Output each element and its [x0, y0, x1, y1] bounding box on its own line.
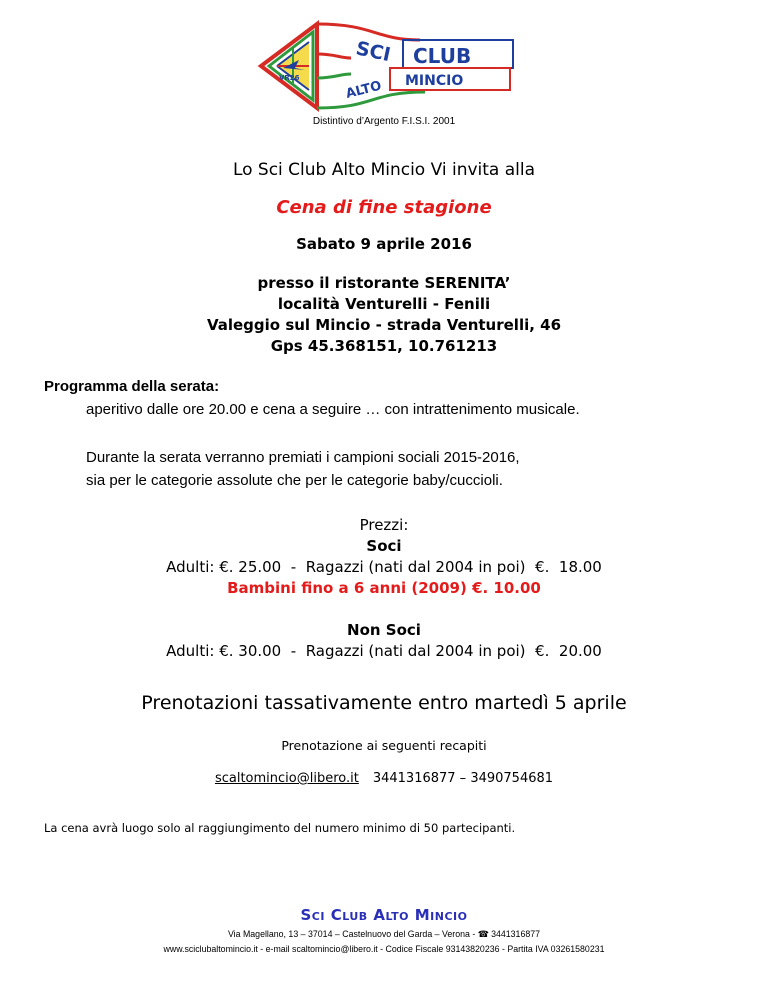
svg-text:ALTO: ALTO — [344, 78, 384, 102]
non-members-label: Non Soci — [347, 621, 421, 639]
program-line-categories: sia per le categorie assolute che per le categorie baby/cuccioli. — [86, 472, 503, 489]
booking-deadline: Prenotazioni tassativamente entro martedì 5 aprile — [141, 692, 627, 714]
footer-details: www.sciclubaltomincio.it - e-mail scaltomincio@libero.it - Codice Fiscale 93143820236 - Partita IVA 03261580231 — [163, 944, 605, 954]
members-label: Soci — [366, 537, 402, 555]
invite-line: Lo Sci Club Alto Mincio Vi invita alla — [232, 160, 536, 180]
prices-block — [0, 515, 768, 662]
program-line-awards: Durante la serata verranno premiati i campioni sociali 2015-2016, — [86, 449, 520, 466]
logo-badge: VR26 — [279, 74, 300, 82]
venue-block — [0, 273, 768, 357]
event-date: Sabato 9 aprile 2016 — [296, 235, 472, 253]
prices-title: Prezzi: — [359, 516, 409, 534]
members-prices: Adulti: €. 25.00 - Ragazzi (nati dal 2004 in poi) €. 18.00 — [166, 558, 602, 576]
contact-email-link[interactable]: scaltomincio@libero.it — [214, 771, 359, 786]
children-price: Bambini fino a 6 anni (2009) €. 10.00 — [227, 579, 541, 597]
venue-line-restaurant: presso il ristorante SERENITA’ — [257, 274, 511, 292]
sci-club-logo — [255, 18, 517, 114]
contacts-title: Prenotazione ai seguenti recapiti — [281, 738, 487, 753]
contacts-line — [0, 771, 768, 786]
minimum-participants-note: La cena avrà luogo solo al raggiungimento del numero minimo di 50 partecipanti. — [44, 821, 516, 835]
venue-line-address: Valeggio sul Mincio - strada Venturelli, 46 — [206, 316, 562, 334]
venue-line-locality: località Venturelli - Fenili — [277, 295, 491, 313]
venue-line-gps: Gps 45.368151, 10.761213 — [270, 337, 498, 355]
footer-club-name: Sci Club Alto Mincio — [300, 906, 468, 924]
event-title: Cena di fine stagione — [276, 197, 492, 218]
program-title: Programma della serata: — [44, 378, 220, 395]
program-line-aperitivo: aperitivo dalle ore 20.00 e cena a seguire … con intrattenimento musicale. — [86, 401, 580, 418]
logo-text-mincio: MINCIO — [405, 73, 464, 89]
logo-subtitle: Distintivo d’Argento F.I.S.I. 2001 — [312, 116, 456, 127]
svg-text:SCI: SCI — [353, 37, 393, 67]
contact-phones: 3441316877 – 3490754681 — [372, 771, 554, 786]
non-members-prices: Adulti: €. 30.00 - Ragazzi (nati dal 2004 in poi) €. 20.00 — [166, 642, 602, 660]
footer-address: Via Magellano, 13 – 37014 – Castelnuovo del Garda – Verona - ☎ 3441316877 — [227, 929, 541, 939]
logo-text-club: CLUB — [413, 44, 472, 68]
